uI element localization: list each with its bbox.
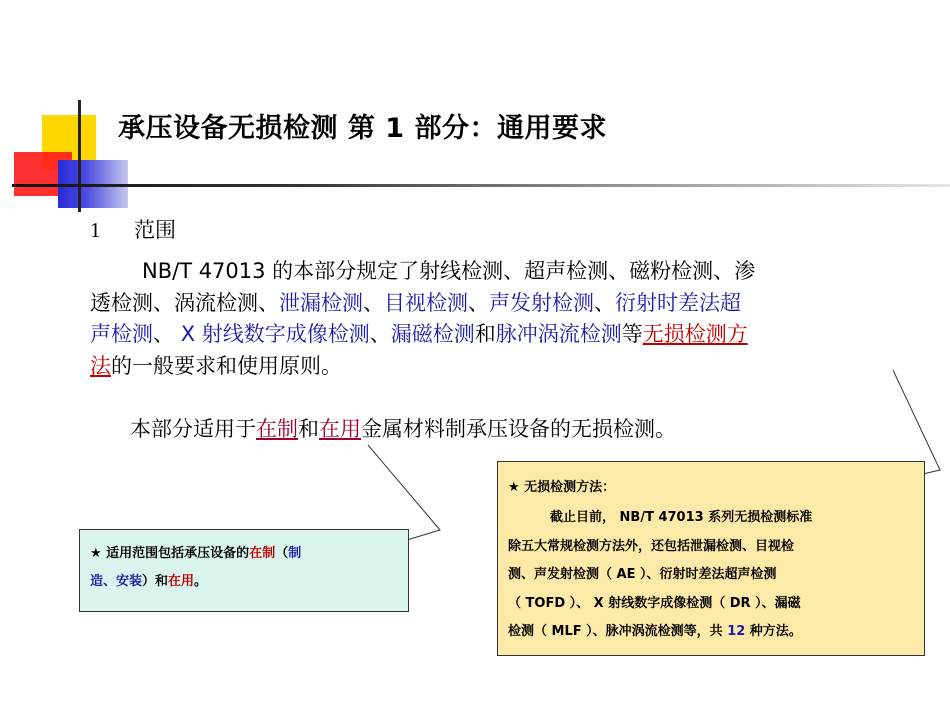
term-in-service: 在用 [319, 417, 361, 441]
callout-text: 检测（ MLF ）、脉冲涡流检测等，共 [508, 624, 728, 639]
term-magnetic-flux-leakage: 漏磁检测 [390, 322, 475, 346]
term-acoustic-emission: 声发射检测 [489, 290, 594, 315]
scope-text: NB/T 47013 的本部分规定了射线检测、超声检测、磁粉检测、渗 [142, 259, 756, 283]
scope-text: 等 [621, 322, 643, 346]
separator: 、 [468, 290, 489, 315]
separator: 、 [369, 322, 391, 346]
separator: 、 [153, 322, 181, 346]
term-visual-testing: 目视检测 [384, 290, 468, 315]
method-count: 12 [727, 624, 746, 639]
callout-line: 测、声发射检测（ AE ）、衍射时差法超声检测 [508, 567, 777, 582]
callout-line: 除五大常规检测方法外，还包括泄漏检测、目视检 [508, 538, 795, 554]
separator: 、 [594, 290, 615, 315]
term-in-service: 在用 [168, 574, 195, 589]
callout-scope-text [90, 540, 301, 596]
term-in-manufacture: 在制 [249, 546, 276, 561]
section-title: 范围 [134, 218, 176, 242]
slide-title: 承压设备无损检测 第 1 部分：通用要求 [118, 113, 607, 144]
callout-line [508, 618, 812, 647]
term-pulsed-eddy-current: 脉冲涡流检测 [495, 322, 622, 346]
applicability-text: 金属材料制承压设备的无损检测。 [361, 417, 676, 441]
section-number: 1 [90, 218, 101, 242]
separator: 、 [363, 290, 384, 315]
leader-line-left [368, 445, 440, 540]
callout-text: 适用范围包括承压设备的 [101, 546, 250, 561]
callout-text: （ [275, 546, 289, 561]
term-tofd-part2: 声检测 [90, 322, 153, 346]
callout-heading-text: 无损检测方法： [519, 480, 616, 495]
callout-scope-note [79, 529, 409, 612]
callout-ndt-methods [497, 461, 925, 656]
term-ndt-methods-part1: 无损检测方 [642, 322, 748, 346]
term-installation: 造、安装 [90, 574, 143, 589]
term-in-manufacture: 在制 [256, 417, 298, 441]
term-leak-testing: 泄漏检测 [279, 290, 363, 315]
term-manufacture: 制 [288, 546, 302, 561]
term-tofd-part1: 衍射时差法超 [615, 290, 741, 315]
scope-text: 透检测、涡流检测、 [90, 290, 279, 315]
callout-ndt-heading [508, 476, 615, 495]
scope-text: 的一般要求和使用原则。 [111, 353, 342, 378]
callout-text: ）和 [142, 574, 169, 589]
term-ndt-methods-part2: 法 [90, 353, 111, 378]
leader-line-right [893, 370, 940, 474]
star-icon: ★ [90, 546, 102, 561]
callout-line: 截止目前， NB/T 47013 系列无损检测标准 [550, 510, 813, 525]
term-x-ray-digital: X 射线数字成像检测 [180, 322, 370, 346]
callout-text: 种方法。 [745, 624, 802, 639]
star-icon: ★ [508, 480, 520, 495]
callout-ndt-body [508, 504, 812, 647]
applicability-text: 和 [298, 417, 319, 441]
callout-text: 。 [194, 574, 208, 589]
scope-text: 和 [474, 322, 496, 346]
callout-line: （ TOFD ）、 X 射线数字成像检测（ DR ）、漏磁 [508, 595, 801, 611]
applicability-text: 本部分适用于 [130, 417, 256, 441]
